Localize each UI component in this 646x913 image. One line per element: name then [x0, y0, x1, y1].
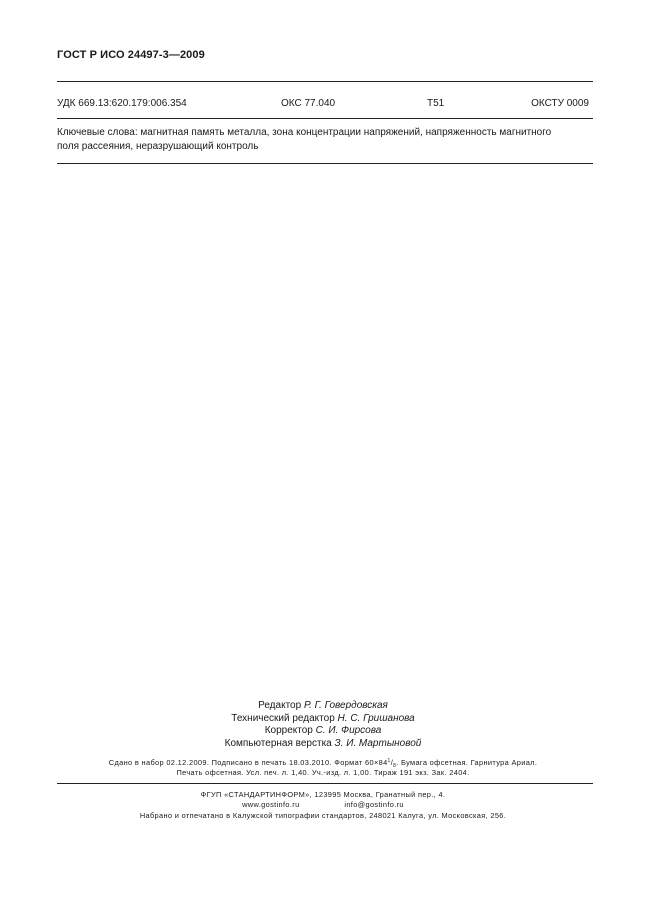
group-code: Т51 — [427, 98, 445, 109]
imprint-divider — [57, 783, 593, 784]
credit-name: З. И. Мартыновой — [334, 737, 422, 749]
credit-role: Технический редактор — [231, 712, 335, 724]
classification-divider — [57, 118, 593, 119]
credit-role: Корректор — [264, 725, 313, 736]
keywords-divider — [57, 163, 593, 164]
credit-corrector — [0, 725, 646, 738]
credit-name: С. И. Фирсова — [315, 725, 382, 736]
credit-role: Компьютерная верстка — [224, 737, 332, 749]
oks-code: ОКС 77.040 — [281, 98, 336, 109]
credit-editor — [0, 700, 646, 713]
credits-block — [0, 700, 646, 750]
publisher-contacts — [0, 799, 646, 810]
credit-layout — [0, 738, 646, 751]
credit-role: Редактор — [258, 700, 302, 711]
keywords-block — [57, 126, 597, 154]
imprint-text: Сдано в набор 02.12.2009. Подписано в печать 18.03.2010. Формат 60×84 — [108, 758, 388, 767]
printer-info: Набрано и отпечатано в Калужской типографии стандартов, 248021 Калуга, ул. Московская, 256. — [139, 811, 507, 820]
credit-name: Р. Г. Говердовская — [303, 700, 388, 711]
credit-name: Н. С. Гришанова — [337, 712, 415, 724]
top-divider — [57, 81, 593, 82]
keywords-line: поля рассеяния, неразрушающий контроль — [57, 141, 259, 152]
format-fraction-denominator: 8 — [393, 763, 397, 769]
publisher-website-link[interactable]: www.gostinfo.ru — [242, 800, 300, 809]
imprint-line: Печать офсетная. Усл. печ. л. 1,40. Уч.-изд. л. 1,00. Тираж 191 экз. Зак. 2404. — [176, 768, 470, 777]
keywords-line: Ключевые слова: магнитная память металла, зона концентрации напряжений, напряженность магнитного — [57, 127, 552, 138]
standard-designation: ГОСТ Р ИСО 24497-3—2009 — [57, 49, 205, 61]
publisher-email-link[interactable]: info@gostinfo.ru — [344, 800, 404, 809]
udk-code: УДК 669.13:620.179:006.354 — [57, 98, 187, 109]
format-fraction-numerator: 1 — [387, 758, 391, 764]
format-fraction-slash: / — [390, 758, 394, 767]
imprint-text: . Бумага офсетная. Гарнитура Ариал. — [396, 758, 538, 767]
publisher-name: ФГУП «СТАНДАРТИНФОРМ», 123995 Москва, Гранатный пер., 4. — [200, 790, 446, 799]
okstu-code: ОКСТУ 0009 — [531, 98, 589, 109]
credit-tech-editor — [0, 713, 646, 726]
